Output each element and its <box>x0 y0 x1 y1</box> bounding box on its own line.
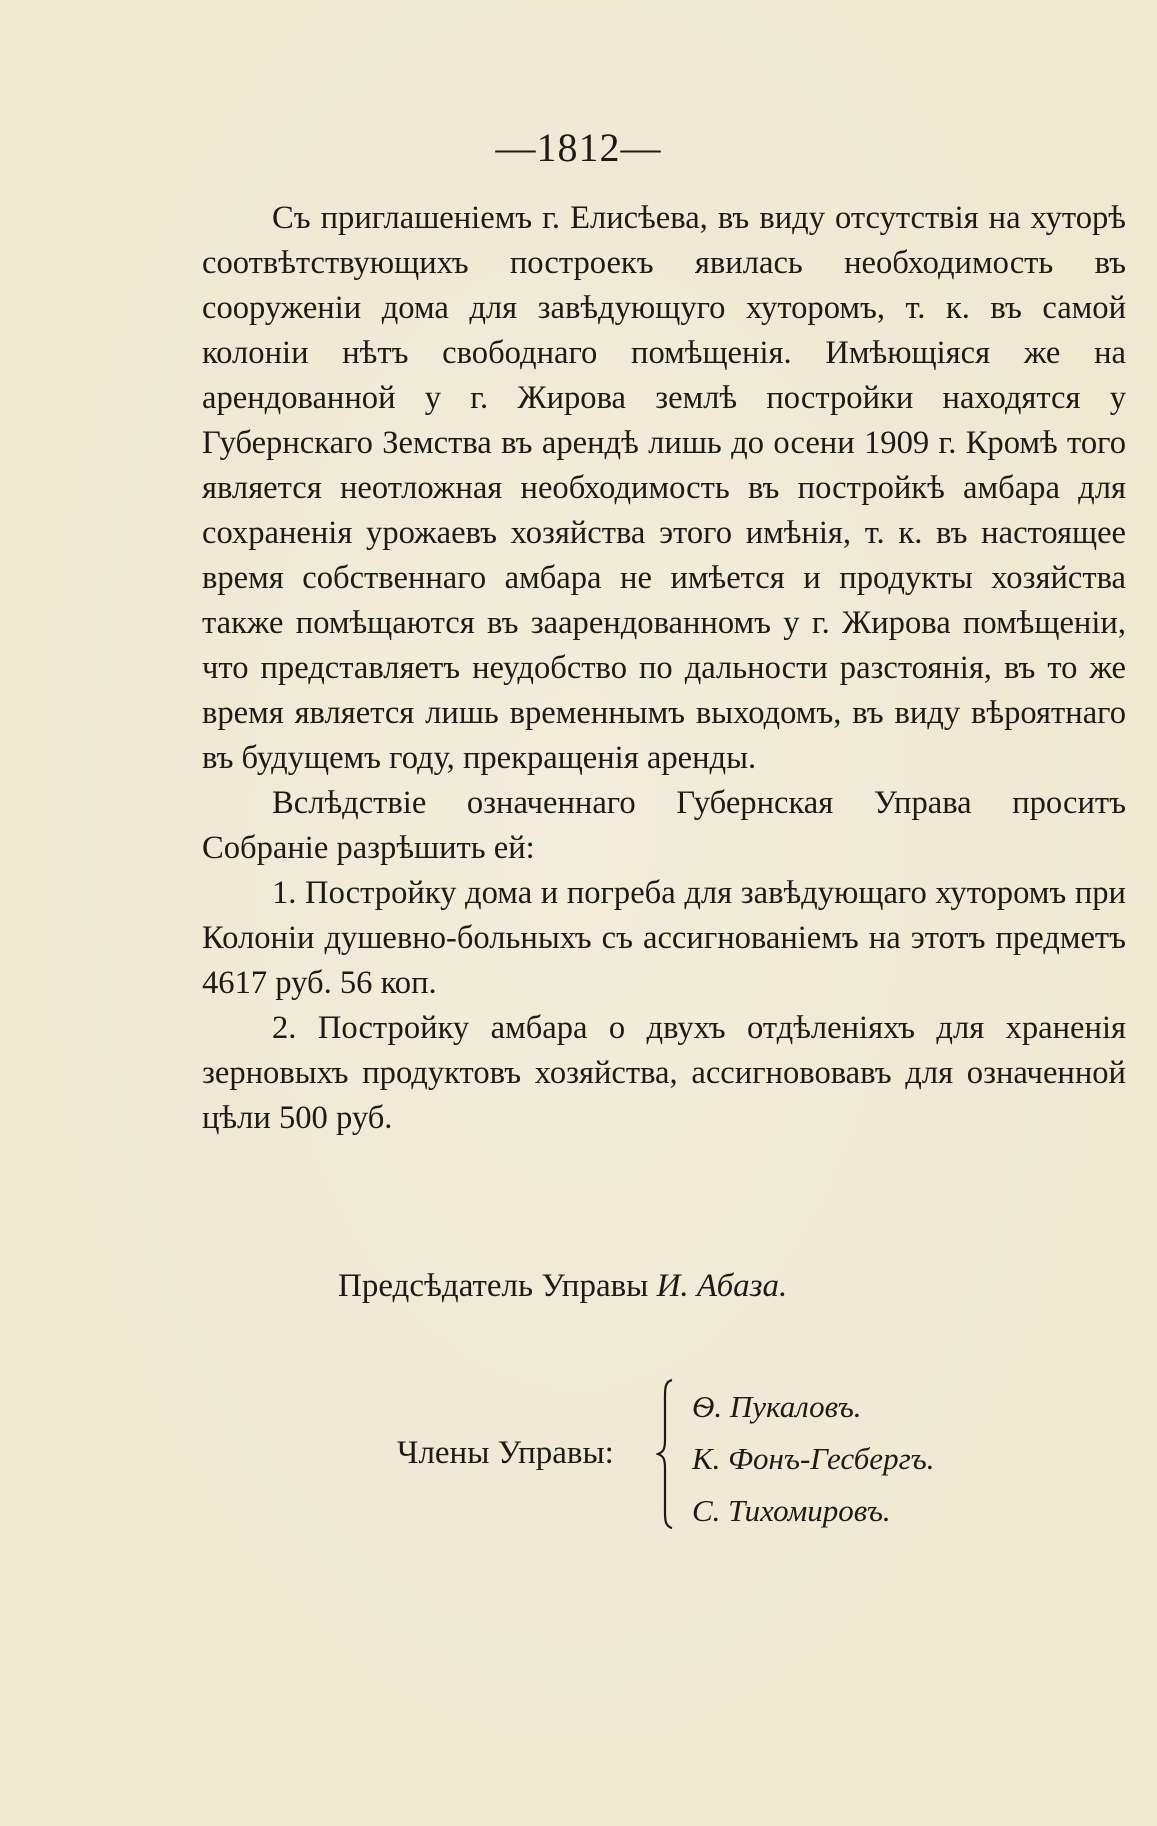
body-text <box>202 196 1126 1141</box>
chairman-name: И. Абаза. <box>656 1268 788 1304</box>
member-name: К. Фонъ-Гесбергъ. <box>692 1441 935 1476</box>
chairman-title: Предсѣдатель Управы <box>338 1268 649 1304</box>
paragraph-request: Вслѣдствіе означеннаго Губернская Управа проситъ Собраніе разрѣшить ей: <box>202 785 1126 866</box>
chairman-signature <box>338 1268 787 1305</box>
member-name: С. Тихомировъ. <box>692 1493 891 1528</box>
members-label: Члены Управы: <box>397 1435 614 1471</box>
paragraph-intro: Съ приглашеніемъ г. Елисѣева, въ виду отсутствія на хуторѣ соотвѣтствующихъ построекъ явилась необходимость въ сооруженіи дома для завѣдующуго хуторомъ, т. к. въ самой колоніи нѣтъ свободнаго помѣщенія. Имѣющіяся же на арендованной у г. Жирова землѣ постройки находятся у Губернскаго Земства въ арендѣ лишь до осени 1909 г. Кромѣ того является неотложная необходимость въ постройкѣ амбара для сохраненія урожаевъ хозяйства этого имѣнія, т. к. въ настоящее время собственнаго амбара не имѣется и продукты хозяйства также помѣщаются въ заарендованномъ у г. Жирова помѣщеніи, что представляетъ неудобство по дальности разстоянія, въ то же время является лишь временнымъ выходомъ, въ виду вѣроятнаго въ будущемъ году, прекращенія аренды. <box>202 200 1126 776</box>
member-name: Ѳ. Пукаловъ. <box>692 1389 862 1424</box>
page-number: —1812— <box>495 125 662 170</box>
members-list <box>692 1381 935 1537</box>
paragraph-item-2: 2. Постройку амбара о двухъ отдѣленіяхъ для храненія зерновыхъ продуктовъ хозяйства, ассигнововавъ для означенной цѣли 500 руб. <box>202 1010 1126 1136</box>
curly-brace-icon <box>656 1378 676 1530</box>
paragraph-item-1: 1. Постройку дома и погреба для завѣдующаго хуторомъ при Колоніи душевно-больныхъ съ ассигнованіемъ на этотъ предметъ 4617 руб. 56 коп. <box>202 875 1126 1001</box>
